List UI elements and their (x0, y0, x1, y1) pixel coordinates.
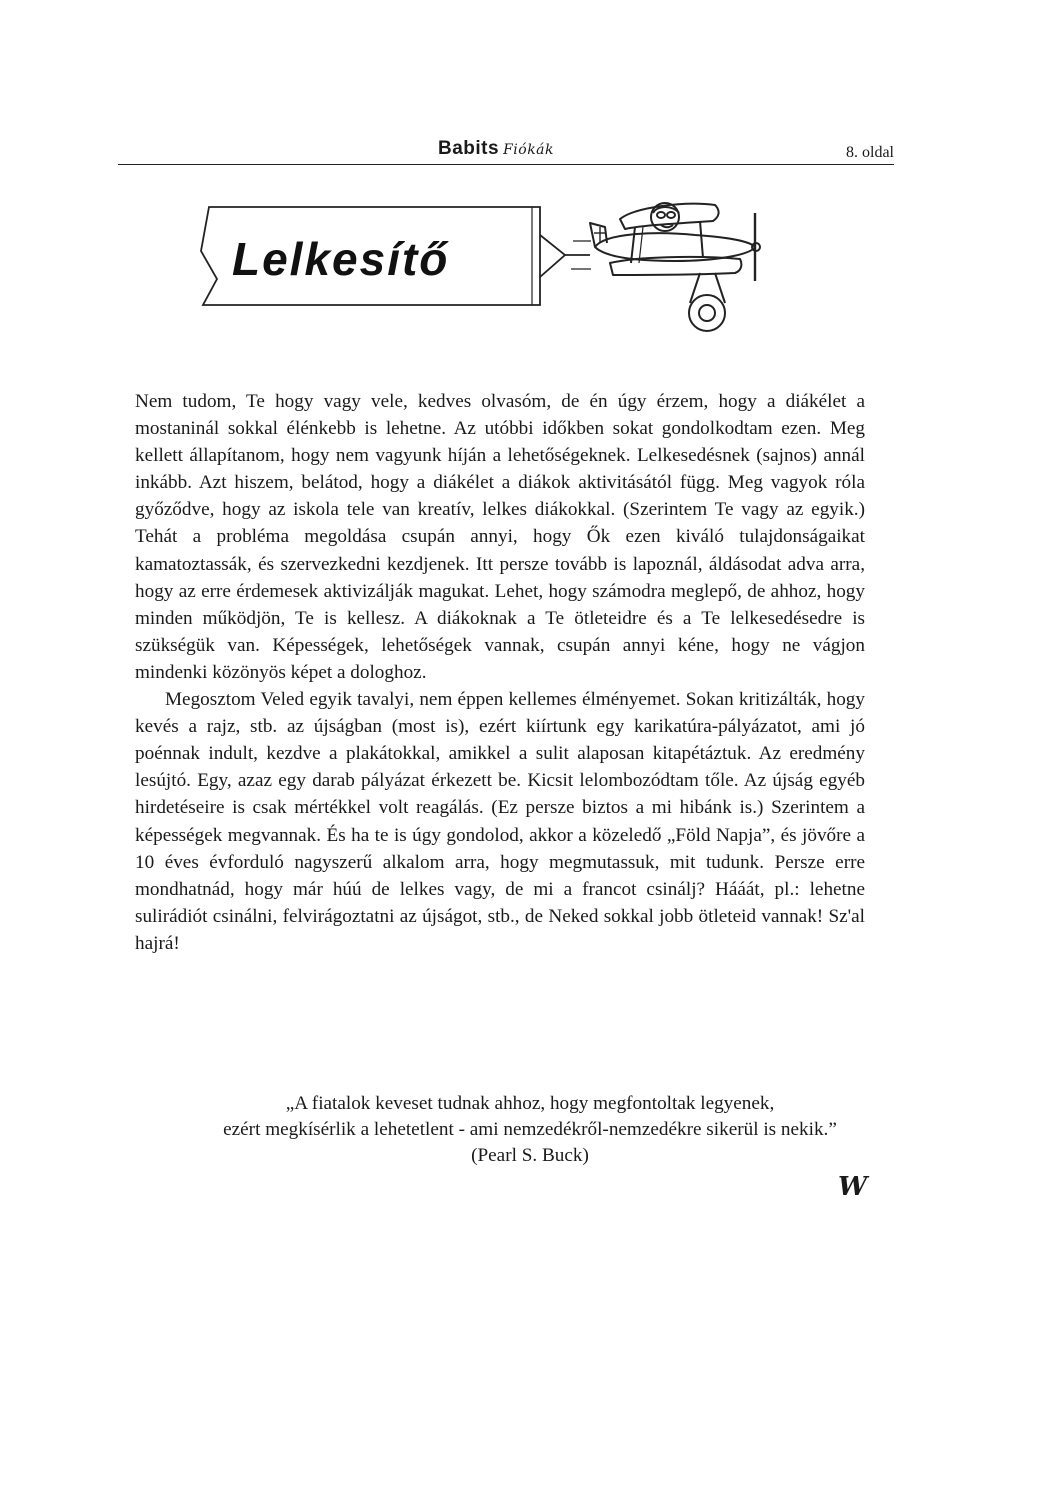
publication-title-main: Babits (438, 138, 500, 159)
closing-quote (100, 1091, 960, 1169)
publication-title-script: Fiókák (503, 142, 555, 158)
quote-line: ezért megkísérlik a lehetetlent - ami nemzedékről-nemzedékre sikerül is nekik.” (223, 1119, 837, 1140)
article-title: Lelkesítő (232, 233, 450, 285)
header-rule (118, 164, 894, 165)
article-paragraph: Megosztom Veled egyik tavalyi, nem éppen kellemes élményemet. Sokan kritizálták, hogy kevés a rajz, stb. az újságban (most is), ezért kiírtunk egy karikatúra-pályázatot, ami jó poénnak indult, kezdve a plakátokkal, amikkel a sulit alaposan kitapétáztuk. Az eredmény lesújtó. Egy, azaz egy darab pályázat érkezett be. Kicsit lelombozódtam tőle. Az újság egyéb hirdetéseire is csak mértékkel volt reagálás. (Ez persze biztos a mi hibánk is.) Szerintem a képességek megvannak. És ha te is úgy gondolod, akkor a közeledő „Föld Napja”, és jövőre a 10 éves évforduló nagyszerű alkalom arra, hogy megmutassuk, mit tudunk. Persze erre mondhatnád, hogy már húú de lelkes vagy, de mi a francot csinálj? Hááát, pl.: lehetne sulirádiót csinálni, felvirágoztatni az újságot, stb., de Neked sokkal jobb ötleteid vannak! Sz'al hajrá! (135, 689, 865, 954)
page-header (118, 138, 894, 168)
biplane-icon (571, 203, 760, 331)
article-body (135, 388, 865, 957)
quote-line: „A fiatalok keveset tudnak ahhoz, hogy megfontoltak legyenek, (285, 1093, 775, 1114)
article-paragraph: Nem tudom, Te hogy vagy vele, kedves olvasóm, de én úgy érzem, hogy a diákélet a mostaninál sokkal élénkebb is lehetne. Az utóbbi időkben sokat gondolkodtam ezen. Meg kellett állapítanom, hogy nem vagyunk híján a lehetőségeknek. Lelkesedésnek (sajnos) annál inkább. Azt hiszem, belátod, hogy a diákélet a diákok aktivitásától függ. Meg vagyok róla győződve, hogy az iskola tele van kreatív, lelkes diákokkal. (Szerintem Te vagy az egyik.) Tehát a probléma megoldása csupán annyi, hogy Ők ezen kiváló tulajdonságaikat kamatoztassák, és szervezkedni kezdjenek. Itt persze tovább is lapoznál, áldásodat adva arra, hogy az erre érdemesek aktivizálják magukat. Lehet, hogy számodra meglepő, de ahhoz, hogy minden működjön, Te is kellesz. A diákoknak a Te ötleteidre és a Te lelkesedésedre is szükségük van. Képességek, lehetőségek vannak, csupán annyi kéne, hogy ne vágjon mindenki közönyös képet a dologhoz. (135, 391, 865, 683)
page-number: 8. oldal (846, 144, 894, 161)
publication-title (438, 138, 554, 160)
quote-author: (Pearl S. Buck) (471, 1145, 589, 1166)
author-signature: W (838, 1172, 866, 1202)
